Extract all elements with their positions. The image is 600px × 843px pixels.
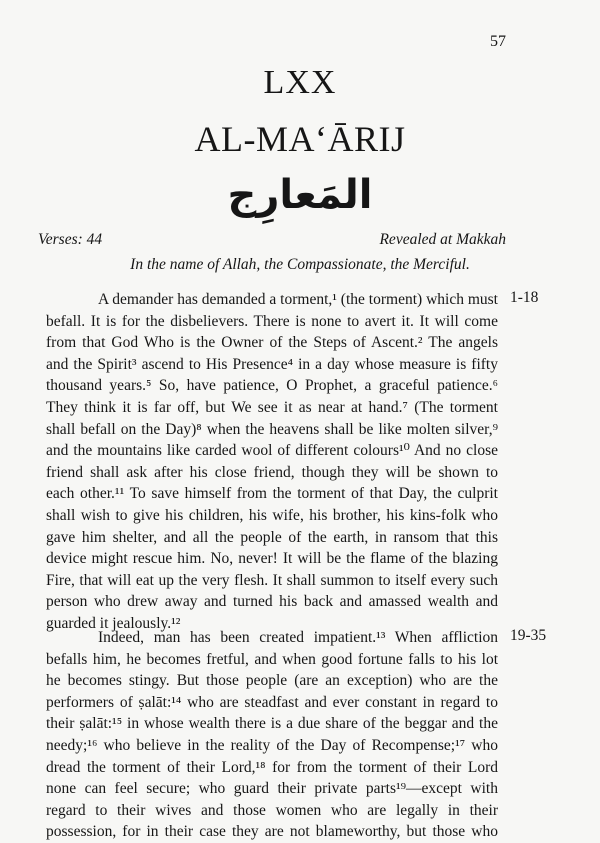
paragraph-line: none can feel secure; who guard their private parts¹⁹—except with bbox=[46, 780, 498, 798]
verse-range-1: 1-18 bbox=[510, 289, 539, 306]
paragraph-verses-1-18 bbox=[46, 289, 498, 635]
paragraph-line: he becomes stingy. But those people (are an exception) who are the bbox=[46, 672, 498, 690]
paragraph-line: performers of ṣalāt:¹⁴ who are steadfast and ever constant in regard to bbox=[46, 693, 498, 711]
paragraph-line: person who drew away and turned his back and amassed wealth and bbox=[46, 593, 498, 611]
paragraph-line: befalls him, he becomes fretful, and when good fortune falls to his lot bbox=[46, 650, 498, 668]
paragraph-line: Fire, that will eat up the very flesh. It shall summon to itself every such bbox=[46, 571, 498, 589]
paragraph-line: from that God Who is the Owner of the Steps of Ascent.² The angels bbox=[46, 334, 498, 352]
paragraph-line: and the mountains like carded wool of different colours¹⁰ And no close bbox=[46, 442, 498, 460]
paragraph-line: shall wish to give his children, his wife, his brother, his kins-folk who bbox=[46, 506, 498, 524]
verse-count: Verses: 44 bbox=[38, 231, 103, 248]
revelation-place: Revealed at Makkah bbox=[379, 231, 506, 248]
chapter-number: LXX bbox=[263, 64, 337, 101]
paragraph-line: gave him shelter, and all the people of the earth, in ransom that this bbox=[46, 528, 498, 546]
paragraph-line: thousand years.⁵ So, have patience, O Prophet, a graceful patience.⁶ bbox=[46, 377, 498, 395]
paragraph-line: A demander has demanded a torment,¹ (the torment) which must bbox=[98, 291, 498, 308]
paragraph-line: shall befall on the Day)⁸ when the heavens shall be like molten silver,⁹ bbox=[46, 420, 498, 438]
paragraph-line: Indeed, man has been created impatient.¹³ When affliction bbox=[98, 629, 498, 646]
surah-title: AL-MA‘ĀRIJ bbox=[194, 119, 406, 159]
paragraph-line: their ṣalāt:¹⁵ in whose wealth there is a due share of the beggar and the bbox=[46, 715, 498, 733]
paragraph-line: dread the torment of their Lord,¹⁸ for from the torment of their Lord bbox=[46, 758, 498, 776]
paragraph-line: possession, for in their case they are not blameworthy, but those who bbox=[46, 823, 498, 841]
paragraph-line: guarded it jealously.¹² bbox=[46, 614, 181, 632]
verse-range-2: 19-35 bbox=[510, 627, 547, 644]
paragraph-line: device might rescue him. No, never! It will be the flame of the blazing bbox=[46, 550, 498, 568]
paragraph-line: befall. It is for the disbelievers. There is none to avert it. It will come bbox=[46, 312, 498, 330]
paragraph-line: each other.¹¹ To save himself from the torment of that Day, the culprit bbox=[46, 485, 498, 503]
page-number: 57 bbox=[490, 33, 506, 50]
paragraph-line: friend shall ask after his close friend, though they will be shown to bbox=[46, 463, 498, 481]
paragraph-line: They think it is far off, but We see it as near at hand.⁷ (The torment bbox=[46, 398, 498, 416]
paragraph-line: and the Spirit³ ascend to His Presence⁴ in a day whose measure is fifty bbox=[46, 355, 498, 373]
paragraph-verses-19-35 bbox=[46, 627, 498, 843]
paragraph-line: needy;¹⁶ who believe in the reality of the Day of Recompense;¹⁷ who bbox=[46, 736, 498, 754]
invocation: In the name of Allah, the Compassionate, the Merciful. bbox=[130, 256, 470, 273]
paragraph-line: regard to their wives and those women who are legally in their bbox=[46, 801, 498, 819]
arabic-title: المَعارِج bbox=[227, 172, 373, 218]
